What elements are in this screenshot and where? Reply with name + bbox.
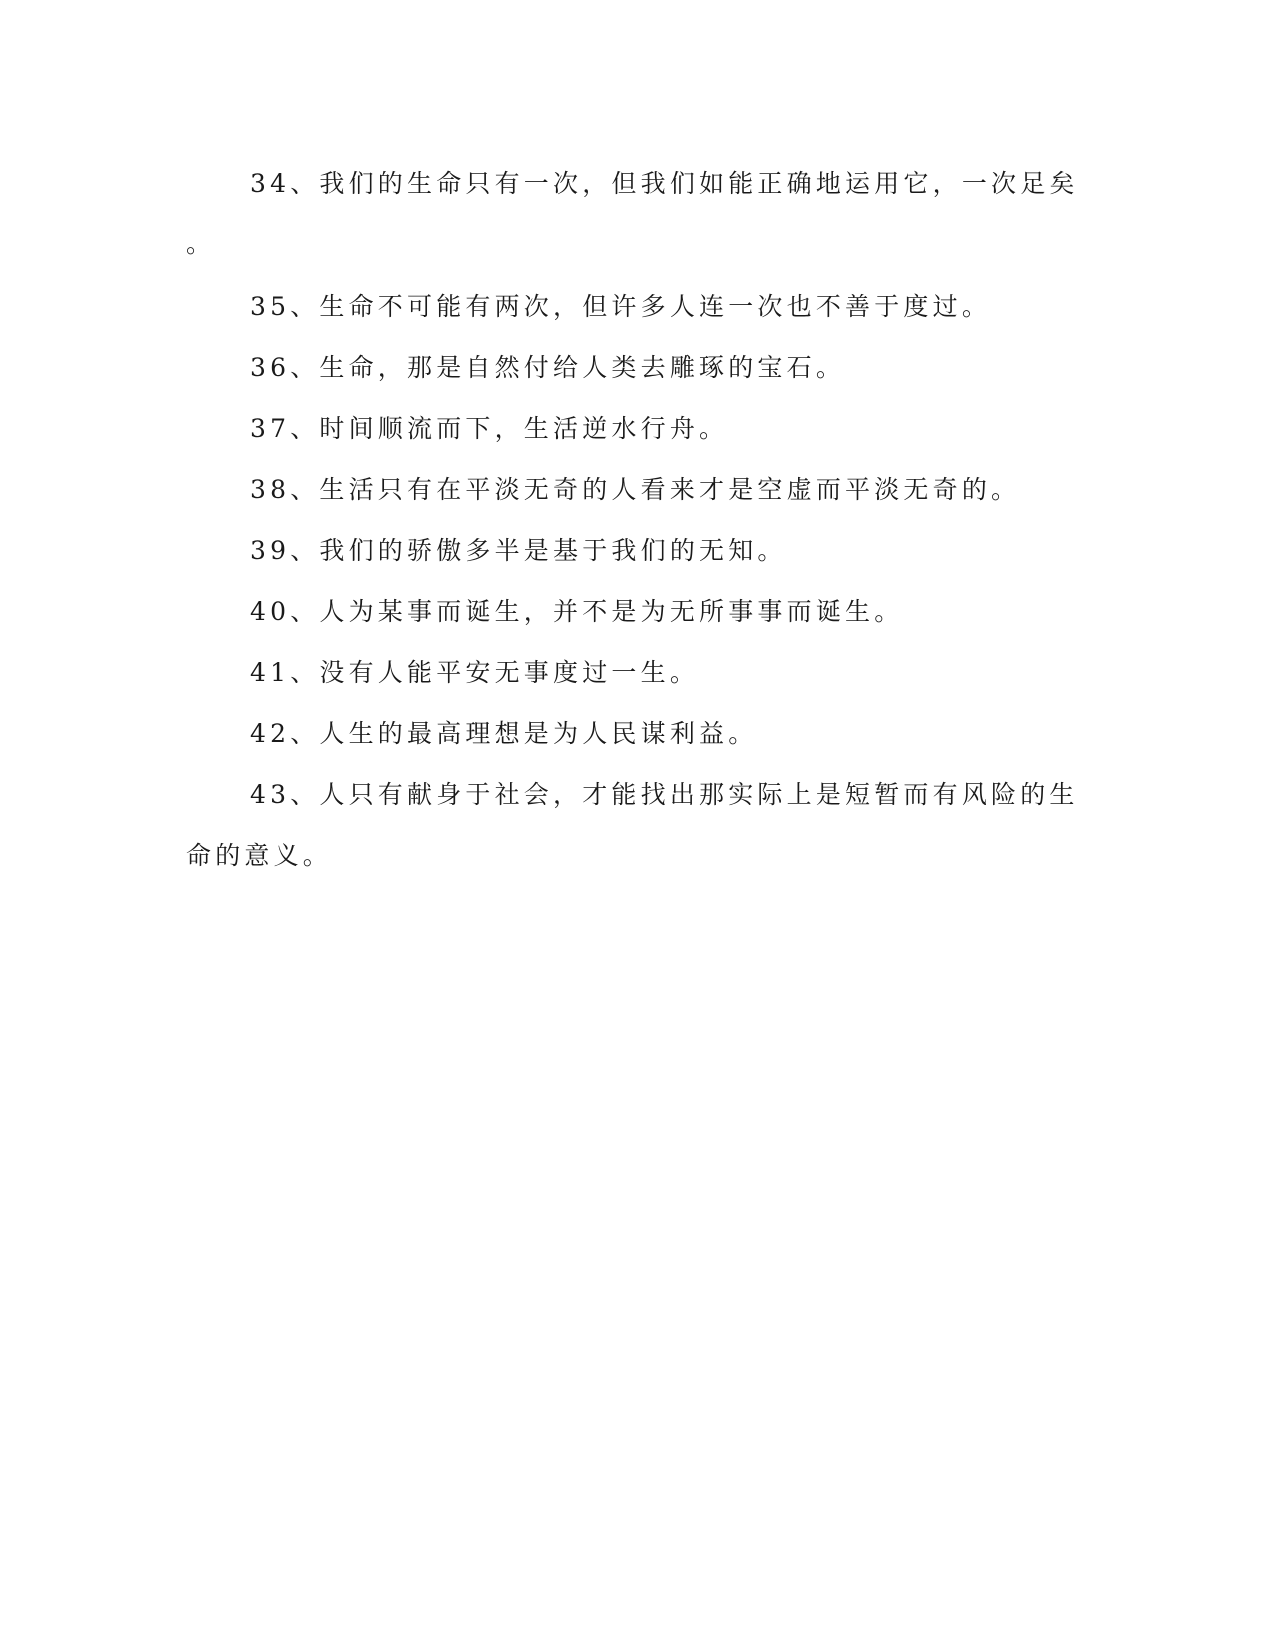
quote-43-line-1: 43、人只有献身于社会，才能找出那实际上是短暂而有风险的生 bbox=[250, 780, 1079, 809]
quote-38: 38、生活只有在平淡无奇的人看来才是空虚而平淡无奇的。 bbox=[250, 475, 1021, 504]
quote-43-line-2: 命的意义。 bbox=[186, 841, 333, 870]
quote-39: 39、我们的骄傲多半是基于我们的无知。 bbox=[250, 536, 787, 565]
quote-37: 37、时间顺流而下，生活逆水行舟。 bbox=[250, 414, 729, 443]
quote-34-line-2: 。 bbox=[186, 229, 216, 258]
quote-35: 35、生命不可能有两次，但许多人连一次也不善于度过。 bbox=[250, 292, 992, 321]
quote-41: 41、没有人能平安无事度过一生。 bbox=[250, 658, 700, 687]
quote-34-line-1: 34、我们的生命只有一次，但我们如能正确地运用它，一次足矣 bbox=[250, 169, 1079, 198]
quote-42: 42、人生的最高理想是为人民谋利益。 bbox=[250, 719, 758, 748]
quote-40: 40、人为某事而诞生，并不是为无所事事而诞生。 bbox=[250, 597, 904, 626]
quote-36: 36、生命，那是自然付给人类去雕琢的宝石。 bbox=[250, 353, 846, 382]
